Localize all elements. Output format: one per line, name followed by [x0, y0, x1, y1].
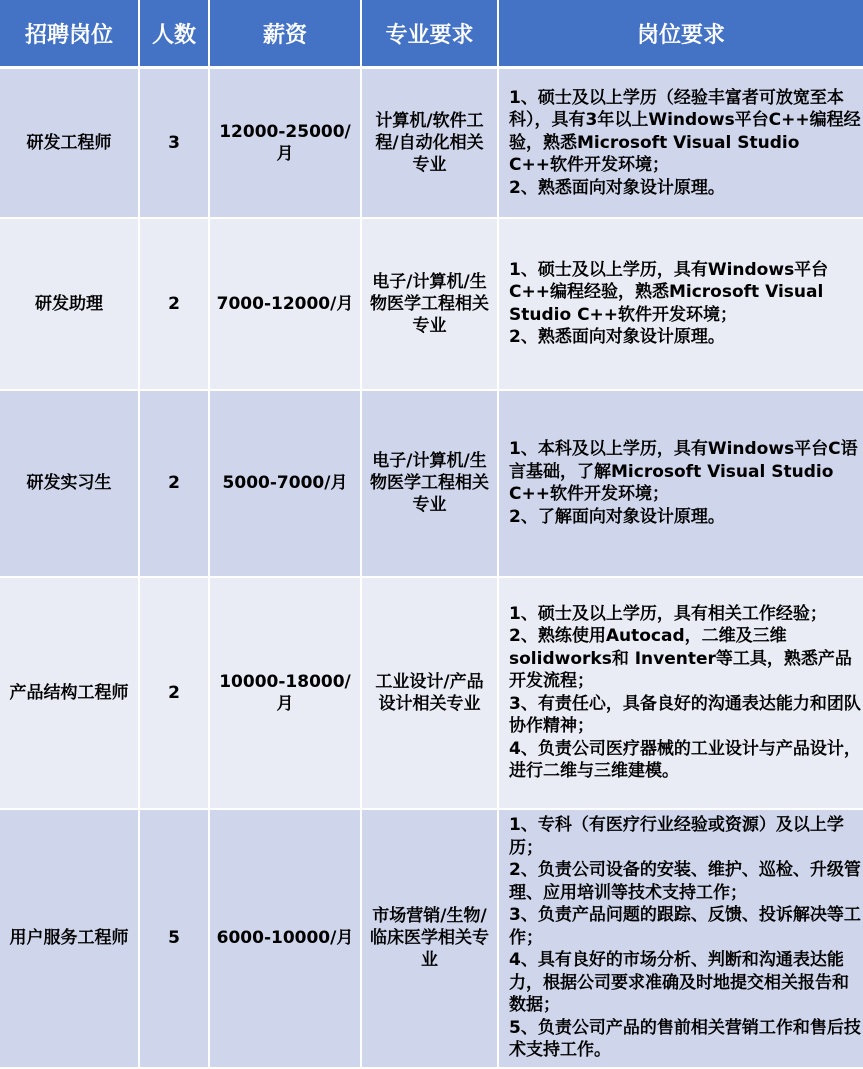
requirements-cell: 1、硕士及以上学历（经验丰富者可放宽至本科），具有3年以上Windows平台C++编程经验，熟悉Microsoft Visual Studio C++软件开发环境； 2、熟悉面向对象设计原理。: [498, 68, 863, 218]
count-cell: 5: [139, 809, 209, 1068]
major-cell: 电子/计算机/生物医学工程相关专业: [361, 390, 498, 577]
requirements-cell: 1、专科（有医疗行业经验或资源）及以上学历； 2、负责公司设备的安装、维护、巡检、升级管理、应用培训等技术支持工作； 3、负责产品问题的跟踪、反馈、投诉解决等工作； 4、具有良好的市场分析、判断和沟通表达能力，根据公司要求准确及时地提交相关报告和数据； 5、负责公司产品的售前相关营销工作和售后技术支持工作。: [498, 809, 863, 1068]
position-cell: 研发实习生: [0, 390, 139, 577]
count-cell: 2: [139, 390, 209, 577]
header-salary: 薪资: [209, 0, 361, 68]
header-count: 人数: [139, 0, 209, 68]
table-row: [0, 577, 863, 809]
position-cell: 用户服务工程师: [0, 809, 139, 1068]
header-position: 招聘岗位: [0, 0, 139, 68]
major-cell: 工业设计/产品设计相关专业: [361, 577, 498, 809]
requirements-cell: 1、本科及以上学历，具有Windows平台C语言基础，了解Microsoft Visual Studio C++软件开发环境； 2、了解面向对象设计原理。: [498, 390, 863, 577]
table-row: [0, 809, 863, 1068]
header-row: [0, 0, 863, 68]
count-cell: 2: [139, 218, 209, 390]
requirements-cell: 1、硕士及以上学历，具有相关工作经验； 2、熟练使用Autocad，二维及三维solidworks和 Inventer等工具，熟悉产品开发流程； 3、有责任心，具备良好的沟通表达能力和团队协作精神； 4、负责公司医疗器械的工业设计与产品设计，进行二维与三维建模。: [498, 577, 863, 809]
salary-cell: 10000-18000/月: [209, 577, 361, 809]
count-cell: 2: [139, 577, 209, 809]
header-major: 专业要求: [361, 0, 498, 68]
salary-cell: 6000-10000/月: [209, 809, 361, 1068]
position-cell: 研发工程师: [0, 68, 139, 218]
major-cell: 计算机/软件工程/自动化相关专业: [361, 68, 498, 218]
major-cell: 市场营销/生物/临床医学相关专业: [361, 809, 498, 1068]
count-cell: 3: [139, 68, 209, 218]
header-requirements: 岗位要求: [498, 0, 863, 68]
table-row: [0, 68, 863, 218]
position-cell: 产品结构工程师: [0, 577, 139, 809]
major-cell: 电子/计算机/生物医学工程相关专业: [361, 218, 498, 390]
requirements-cell: 1、硕士及以上学历，具有Windows平台C++编程经验，熟悉Microsoft Visual Studio C++软件开发环境； 2、熟悉面向对象设计原理。: [498, 218, 863, 390]
salary-cell: 7000-12000/月: [209, 218, 361, 390]
table-row: [0, 218, 863, 390]
table-row: [0, 390, 863, 577]
position-cell: 研发助理: [0, 218, 139, 390]
salary-cell: 5000-7000/月: [209, 390, 361, 577]
salary-cell: 12000-25000/月: [209, 68, 361, 218]
